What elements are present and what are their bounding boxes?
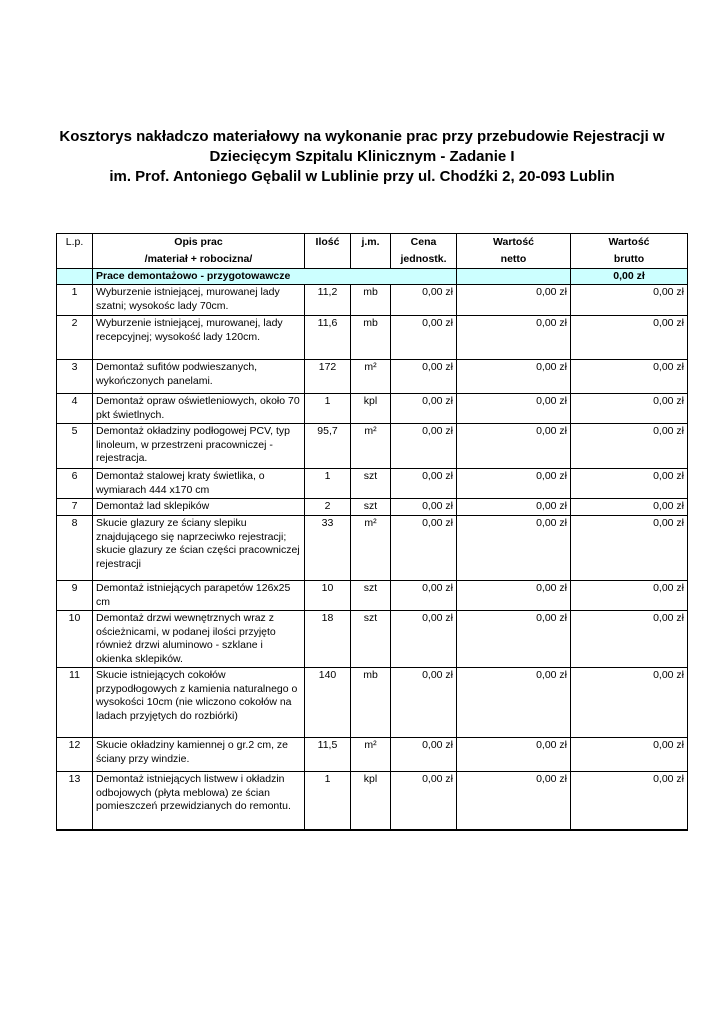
row-unit-price: 0,00 zł bbox=[391, 516, 457, 581]
row-gross-value: 0,00 zł bbox=[571, 394, 688, 424]
row-description: Demontaż sufitów podwieszanych, wykończonych panelami. bbox=[93, 360, 305, 394]
row-gross-value: 0,00 zł bbox=[571, 469, 688, 499]
row-description: Demontaż lad sklepików bbox=[93, 499, 305, 516]
title-line-1: Kosztorys nakładczo materiałowy na wykonanie prac przy przebudowie Rejestracji w bbox=[59, 128, 665, 145]
row-quantity: 140 bbox=[305, 668, 351, 738]
row-quantity: 33 bbox=[305, 516, 351, 581]
row-lp: 11 bbox=[57, 668, 93, 738]
row-net-value: 0,00 zł bbox=[457, 581, 571, 611]
row-lp: 5 bbox=[57, 424, 93, 469]
row-gross-value: 0,00 zł bbox=[571, 668, 688, 738]
row-unit: mb bbox=[351, 285, 391, 316]
row-unit: m² bbox=[351, 738, 391, 772]
document-title bbox=[0, 127, 724, 187]
row-description: Demontaż opraw oświetleniowych, około 70 pkt świetlnych. bbox=[93, 394, 305, 424]
row-quantity: 1 bbox=[305, 469, 351, 499]
cost-estimate-table bbox=[56, 233, 688, 831]
table-row bbox=[57, 738, 688, 772]
row-unit-price: 0,00 zł bbox=[391, 316, 457, 360]
row-description: Demontaż drzwi wewnętrznych wraz z ościeżnicami, w podanej ilości przyjęto również drzwi aluminowo - szklane i okienka sklepików. bbox=[93, 611, 305, 668]
row-gross-value: 0,00 zł bbox=[571, 285, 688, 316]
row-net-value: 0,00 zł bbox=[457, 394, 571, 424]
row-unit-price: 0,00 zł bbox=[391, 285, 457, 316]
row-unit-price: 0,00 zł bbox=[391, 581, 457, 611]
row-lp: 10 bbox=[57, 611, 93, 668]
row-gross-value: 0,00 zł bbox=[571, 360, 688, 394]
title-line-3: im. Prof. Antoniego Gębalil w Lublinie przy ul. Chodźki 2, 20-093 Lublin bbox=[109, 168, 615, 185]
row-gross-value: 0,00 zł bbox=[571, 499, 688, 516]
row-description: Skucie glazury ze ściany slepiku znajdującego się naprzeciwko rejestracji; skucie glazury ze ścian części pracowniczej rejestracji bbox=[93, 516, 305, 581]
row-net-value: 0,00 zł bbox=[457, 668, 571, 738]
row-unit: mb bbox=[351, 316, 391, 360]
table-row bbox=[57, 424, 688, 469]
row-lp: 3 bbox=[57, 360, 93, 394]
row-net-value: 0,00 zł bbox=[457, 469, 571, 499]
row-quantity: 2 bbox=[305, 499, 351, 516]
row-quantity: 11,5 bbox=[305, 738, 351, 772]
row-lp: 13 bbox=[57, 772, 93, 830]
table-row bbox=[57, 285, 688, 316]
row-description: Skucie okładziny kamiennej o gr.2 cm, ze ściany przy windzie. bbox=[93, 738, 305, 772]
row-unit: szt bbox=[351, 469, 391, 499]
row-net-value: 0,00 zł bbox=[457, 360, 571, 394]
row-unit: szt bbox=[351, 499, 391, 516]
header-lp: L.p. bbox=[57, 234, 93, 269]
table-row bbox=[57, 499, 688, 516]
title-line-2: Dziecięcym Szpitalu Klinicznym - Zadanie I bbox=[209, 148, 515, 165]
table-row bbox=[57, 316, 688, 360]
header-brutto: Wartość brutto bbox=[571, 234, 688, 269]
row-description: Demontaż istniejących listwew i okładzin odbojowych (płyta meblowa) ze ścian pomieszczeń przewidzianych do remontu. bbox=[93, 772, 305, 830]
row-quantity: 1 bbox=[305, 394, 351, 424]
row-lp: 2 bbox=[57, 316, 93, 360]
row-description: Demontaż istniejących parapetów 126x25 cm bbox=[93, 581, 305, 611]
row-unit: szt bbox=[351, 611, 391, 668]
row-net-value: 0,00 zł bbox=[457, 738, 571, 772]
section-total: 0,00 zł bbox=[571, 269, 688, 285]
row-description: Wyburzenie istniejącej, murowanej lady szatni; wysokośc lady 70cm. bbox=[93, 285, 305, 316]
table-row bbox=[57, 469, 688, 499]
row-unit: m² bbox=[351, 516, 391, 581]
row-quantity: 11,6 bbox=[305, 316, 351, 360]
table-row bbox=[57, 581, 688, 611]
row-lp: 1 bbox=[57, 285, 93, 316]
row-unit: kpl bbox=[351, 772, 391, 830]
row-net-value: 0,00 zł bbox=[457, 611, 571, 668]
section-row bbox=[57, 269, 688, 285]
row-lp: 7 bbox=[57, 499, 93, 516]
row-description: Demontaż okładziny podłogowej PCV, typ linoleum, w przestrzeni pracowniczej - rejestracja. bbox=[93, 424, 305, 469]
row-quantity: 95,7 bbox=[305, 424, 351, 469]
row-quantity: 1 bbox=[305, 772, 351, 830]
row-unit: kpl bbox=[351, 394, 391, 424]
row-unit: m² bbox=[351, 424, 391, 469]
table-row bbox=[57, 772, 688, 830]
row-net-value: 0,00 zł bbox=[457, 499, 571, 516]
row-quantity: 10 bbox=[305, 581, 351, 611]
row-unit-price: 0,00 zł bbox=[391, 424, 457, 469]
header-jm: j.m. bbox=[351, 234, 391, 269]
table-row bbox=[57, 516, 688, 581]
row-gross-value: 0,00 zł bbox=[571, 738, 688, 772]
row-unit: mb bbox=[351, 668, 391, 738]
row-lp: 12 bbox=[57, 738, 93, 772]
row-quantity: 18 bbox=[305, 611, 351, 668]
row-gross-value: 0,00 zł bbox=[571, 581, 688, 611]
row-unit-price: 0,00 zł bbox=[391, 611, 457, 668]
table-row bbox=[57, 611, 688, 668]
row-net-value: 0,00 zł bbox=[457, 424, 571, 469]
row-lp: 9 bbox=[57, 581, 93, 611]
table-row bbox=[57, 668, 688, 738]
table-row bbox=[57, 360, 688, 394]
row-gross-value: 0,00 zł bbox=[571, 611, 688, 668]
row-lp: 6 bbox=[57, 469, 93, 499]
row-unit: szt bbox=[351, 581, 391, 611]
row-net-value: 0,00 zł bbox=[457, 516, 571, 581]
header-cena: Cena jednostk. bbox=[391, 234, 457, 269]
row-gross-value: 0,00 zł bbox=[571, 772, 688, 830]
table-row bbox=[57, 394, 688, 424]
row-quantity: 11,2 bbox=[305, 285, 351, 316]
row-net-value: 0,00 zł bbox=[457, 285, 571, 316]
row-gross-value: 0,00 zł bbox=[571, 516, 688, 581]
row-unit-price: 0,00 zł bbox=[391, 394, 457, 424]
row-unit-price: 0,00 zł bbox=[391, 469, 457, 499]
header-netto: Wartość netto bbox=[457, 234, 571, 269]
row-lp: 8 bbox=[57, 516, 93, 581]
row-unit-price: 0,00 zł bbox=[391, 499, 457, 516]
row-quantity: 172 bbox=[305, 360, 351, 394]
header-opis: Opis prac /materiał + robocizna/ bbox=[93, 234, 305, 269]
row-unit-price: 0,00 zł bbox=[391, 772, 457, 830]
row-unit: m² bbox=[351, 360, 391, 394]
header-ilosc: Ilość bbox=[305, 234, 351, 269]
row-unit-price: 0,00 zł bbox=[391, 668, 457, 738]
table-header-row bbox=[57, 234, 688, 269]
row-gross-value: 0,00 zł bbox=[571, 316, 688, 360]
row-lp: 4 bbox=[57, 394, 93, 424]
row-net-value: 0,00 zł bbox=[457, 316, 571, 360]
row-description: Skucie istniejących cokołów przypodłogowych z kamienia naturalnego o wysokości 10cm (nie wliczono cokołów na ladach przyjętych do rozbiórki) bbox=[93, 668, 305, 738]
row-unit-price: 0,00 zł bbox=[391, 360, 457, 394]
row-unit-price: 0,00 zł bbox=[391, 738, 457, 772]
row-net-value: 0,00 zł bbox=[457, 772, 571, 830]
row-description: Demontaż stalowej kraty świetlika, o wymiarach 444 x170 cm bbox=[93, 469, 305, 499]
row-gross-value: 0,00 zł bbox=[571, 424, 688, 469]
row-description: Wyburzenie istniejącej, murowanej, lady recepcyjnej; wysokość lady 120cm. bbox=[93, 316, 305, 360]
section-label: Prace demontażowo - przygotowawcze bbox=[93, 269, 457, 285]
